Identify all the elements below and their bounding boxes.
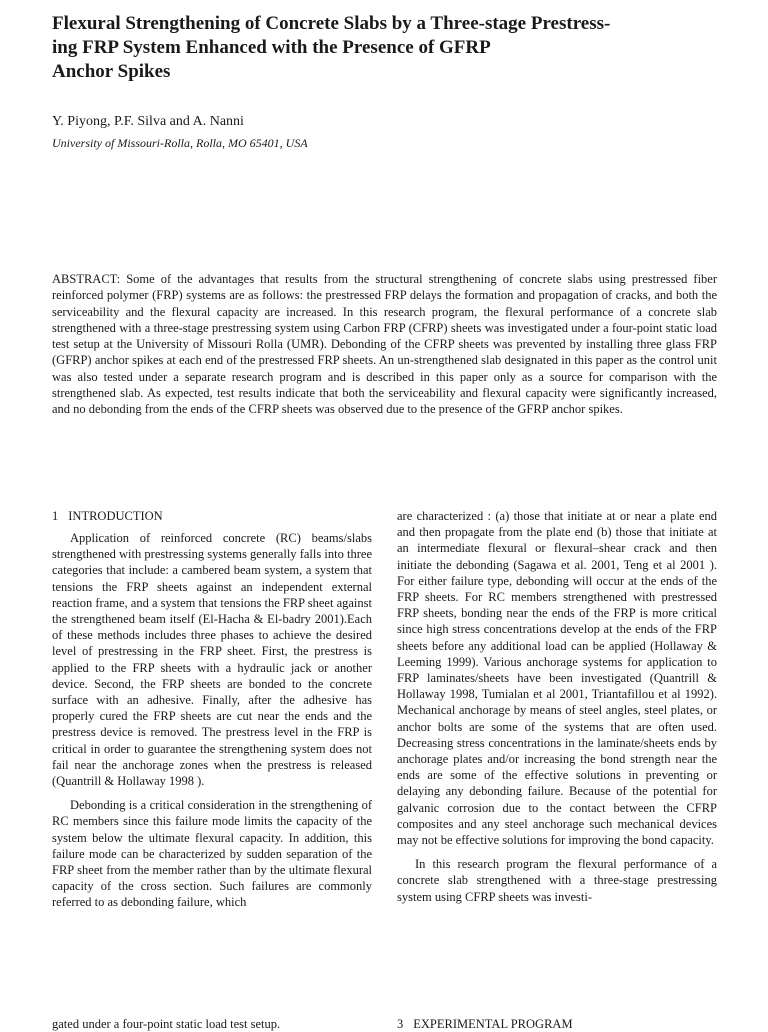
- title-line: Anchor Spikes: [52, 61, 171, 82]
- section-number: 3: [397, 1017, 404, 1031]
- section-number: 1: [52, 509, 59, 523]
- author-list: Y. Piyong, P.F. Silva and A. Nanni: [52, 114, 244, 129]
- body-paragraph: are characterized : (a) those that initiate at or near a plate end and then propagate from the plate end (b) those that initiate at an intermediate flexural or flexural–shear crack and then initiate the debonding (Sagawa et al. 2001, Teng et al 2001 ). For either failure type, debonding will occur at the ends of the FRP sheets. For RC members strengthened with prestressed FRP sheets, bonding near the ends of the FRP is more critical since high stress concentrations develop at the ends of the FRP sheets before any additional load can be applied (Hollaway & Leeming 1999). Various anchorage systems for application to FRP laminates/sheets have been investigated (Quantrill & Hollaway 1998, Tumialan et al 2001, Triantafillou et al 1992). Mechanical anchorage by means of steel angles, steel plates, or anchor bolts are some of the systems that are often used. Decreasing stress concentrations in the laminate/sheets ends by anchorage plates and/or increasing the bond strength near the ends are some of the effective solutions in preventing or delaying any debonding failure. Because of the potential for galvanic corrosion due to the contact between the CFRP composites and any steel anchorage such mechanical devices may not be effective solutions for improving the bond capacity.: [397, 509, 717, 848]
- paper-title: [52, 12, 732, 84]
- section-title: EXPERIMENTAL PROGRAM: [413, 1017, 573, 1031]
- section-heading-experimental-program: [397, 1016, 573, 1032]
- author-affiliation: University of Missouri-Rolla, Rolla, MO 65401, USA: [52, 136, 308, 150]
- title-line: ing FRP System Enhanced with the Presence of GFRP: [52, 37, 491, 58]
- right-column: [397, 508, 717, 905]
- title-line: Flexural Strengthening of Concrete Slabs by a Three-stage Prestress-: [52, 13, 611, 34]
- body-paragraph: Debonding is a critical consideration in the strengthening of RC members since this failure mode limits the capacity of the system below the ultimate flexural capacity. In addition, this failure mode can be characterized by sudden separation of the FRP sheet from the member rather than by the ultimate flexural capacity of the cross section. Such failures are commonly referred to as debonding failure, which: [52, 798, 372, 910]
- section-title: INTRODUCTION: [68, 509, 163, 523]
- body-paragraph: In this research program the flexural performance of a concrete slab strengthened with a three-stage prestressing system using CFRP sheets was investi-: [397, 857, 717, 904]
- continued-text: gated under a four-point static load test setup.: [52, 1017, 281, 1031]
- section-heading-introduction: [52, 508, 372, 524]
- abstract: ABSTRACT: Some of the advantages that results from the structural strengthening of concrete slabs using prestressed fiber reinforced polymer (FRP) systems are as follows: the prestressed FRP delays the formation and propagation of cracks, and both the serviceability and the flexural capacity are increased. In this research program, the flexural performance of a concrete slab strengthened with a three-stage prestressing system using Carbon FRP (CFRP) sheets was investigated under a four-point static load test setup at the University of Missouri Rolla (UMR). Debonding of the CFRP sheets was prevented by installing three glass FRP (GFRP) anchor spikes at each end of the prestressed FRP sheets. An un-strengthened slab designated in this paper as the control unit was also tested under a separate research program and is described in this paper only as a source for comparison with the strengthened slab. As expected, test results indicate that both the serviceability and flexural capacity were significantly increased, and no debonding from the ends of the CFRP sheets was observed due to the presence of the GFRP anchor spikes.: [52, 272, 717, 417]
- left-column: [52, 508, 372, 911]
- body-paragraph: Application of reinforced concrete (RC) beams/slabs strengthened with prestressing systems generally falls into three categories that include: a cambered beam system, a system that tensions the FRP sheets against an independent external reaction frame, and a system that tensions the FRP sheet against the strengthened beam itself (El-Hacha & El-badry 2001).Each of these methods includes three phases to achieve the desired level of prestressing in the FRP sheet. First, the prestress is applied to the FRP sheets with a hydraulic jack or another device. Second, the FRP sheets are bonded to the concrete surface with an adhesive. Finally, after the adhesive has properly cured the FRP sheets are cut near the ends and the prestress device is removed. The prestress level in the FRP is critical in order to guarantee the strengthening system does not fail near the anchorage zones when the prestress is released (Quantrill & Hollaway 1998 ).: [52, 531, 372, 789]
